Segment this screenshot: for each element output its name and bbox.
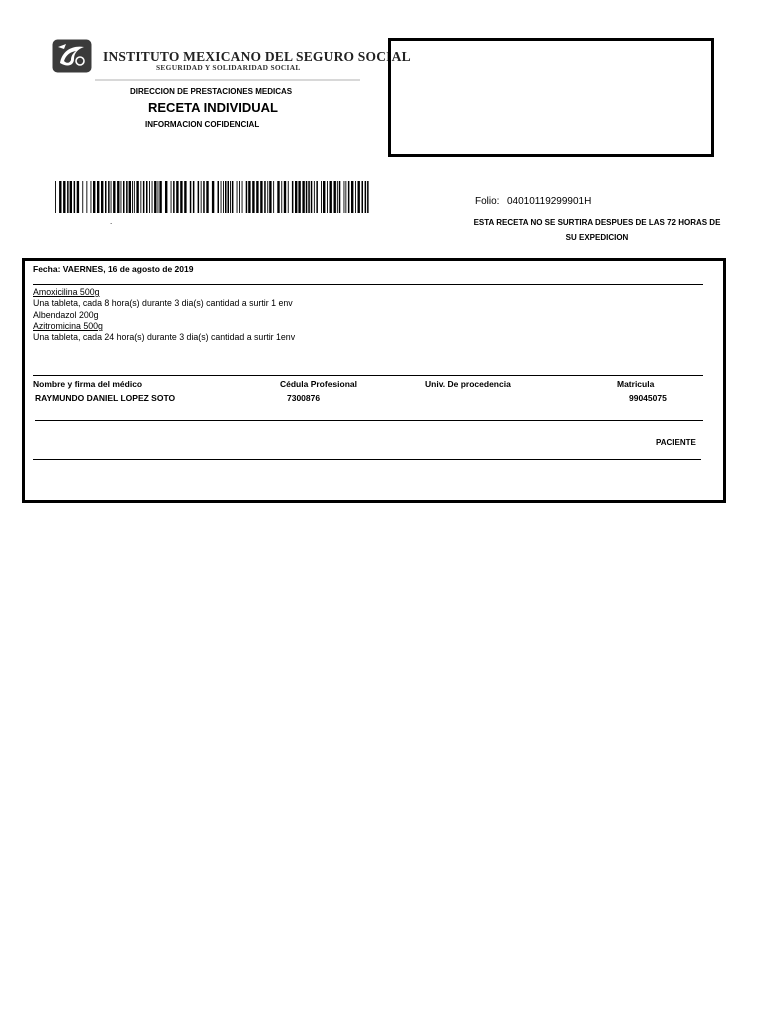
- university-label: Univ. De procedencia: [425, 379, 511, 389]
- medication-line: Amoxicilina 500g: [33, 287, 100, 297]
- medication-line: Una tableta, cada 24 hora(s) durante 3 dia(s) cantidad a surtir 1env: [33, 332, 296, 342]
- matricula-value: 99045075: [629, 393, 667, 403]
- direction-label: DIRECCION DE PRESTACIONES MEDICAS: [130, 87, 293, 96]
- medication-line: Una tableta, cada 8 hora(s) durante 3 dia(s) cantidad a surtir 1 env: [33, 298, 293, 308]
- stamp-box: [388, 38, 714, 157]
- matricula-label: Matricula: [617, 379, 655, 389]
- document-title: RECETA INDIVIDUAL: [148, 100, 278, 115]
- patient-line: [33, 459, 701, 460]
- barcode: [55, 181, 371, 213]
- divider-top: [33, 284, 703, 285]
- signature-line: [35, 420, 703, 421]
- confidential-label: INFORMACION COFIDENCIAL: [145, 120, 260, 129]
- medication-line: Albendazol 200g: [33, 310, 99, 320]
- divider-doctor: [33, 375, 703, 376]
- folio-label: Folio:: [475, 196, 500, 207]
- doctor-name: RAYMUNDO DANIEL LOPEZ SOTO: [35, 393, 176, 403]
- expiry-notice: ESTA RECETA NO SE SURTIRA DESPUES DE LAS 72 HORAS DE SU EXPEDICION: [473, 218, 721, 242]
- institution-subtitle: SEGURIDAD Y SOLIDARIDAD SOCIAL: [156, 63, 301, 72]
- prescription-date: Fecha: VAERNES, 16 de agosto de 2019: [33, 264, 194, 274]
- cedula-value: 7300876: [287, 393, 321, 403]
- patient-label: PACIENTE: [656, 438, 696, 447]
- doctor-name-label: Nombre y firma del médico: [33, 379, 143, 389]
- barcode-dot: .: [110, 217, 113, 226]
- header-rule: [95, 79, 360, 81]
- cedula-label: Cédula Profesional: [280, 379, 357, 389]
- imss-eagle-logo-icon: [52, 39, 92, 73]
- institution-name: INSTITUTO MEXICANO DEL SEGURO SOCIAL: [103, 49, 411, 64]
- folio-value: 04010119299901H: [507, 196, 592, 207]
- medication-line: Azitromicina 500g: [33, 321, 103, 331]
